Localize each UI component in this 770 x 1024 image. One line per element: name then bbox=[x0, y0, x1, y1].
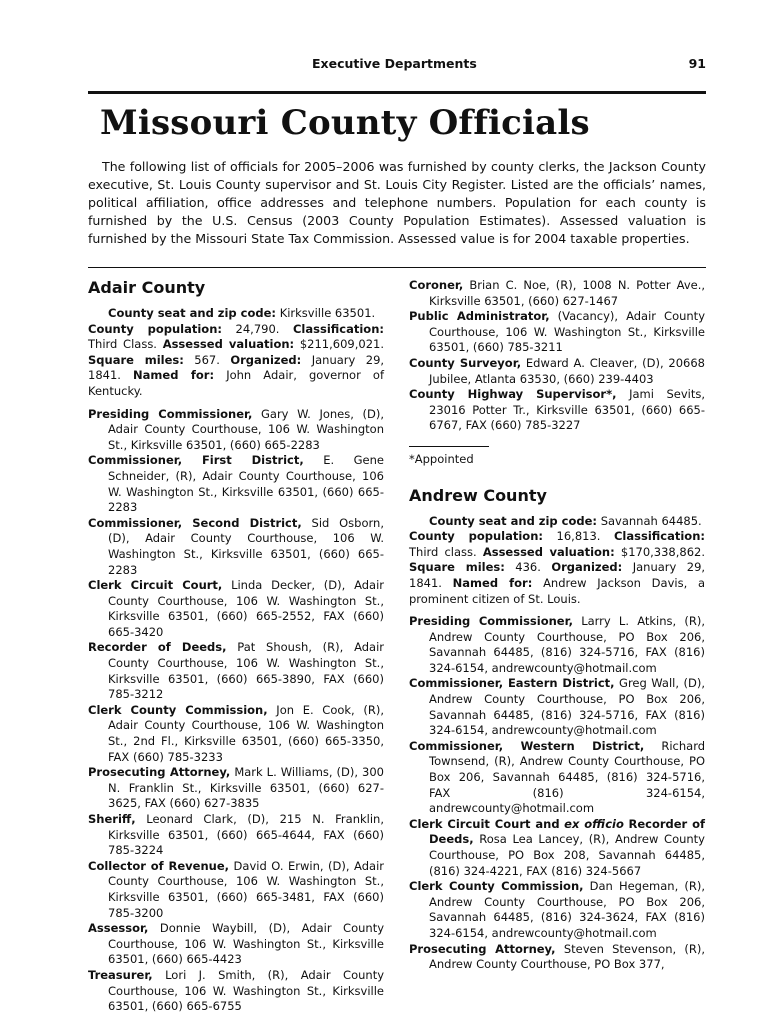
intro-text: The following list of officials for 2005–2006 was furnished by county clerks, the Jackson County executive, St. Louis County supervisor and St. Louis City Register. Listed are the officials’ names, political affiliation, office addresses and telephone numbers. Population for each county is furnished by the U.S. Census (2003 County Population Estimates). Assessed valuation is furnished by the Missouri State Tax Commission. Assessed value is for 2004 taxable properties. bbox=[88, 159, 706, 247]
label-seat: County seat and zip code: bbox=[429, 513, 598, 528]
label-seat: County seat and zip code: bbox=[108, 306, 277, 320]
official-entry: Presiding Commissioner, Larry L. Atkins, (R), Andrew County Courthouse, PO Box 206, Savannah 64485, (816) 324-5716, FAX (816) 324-6154, andrewcounty@hotmail.com bbox=[409, 614, 705, 675]
official-entry: Presiding Commissioner, Gary W. Jones, (D), Adair County Courthouse, 106 W. Washington St., Kirksville 63501, (660) 665-2283 bbox=[88, 406, 384, 452]
label-sq-miles: Square miles: bbox=[88, 352, 184, 367]
official-entry: Clerk Circuit Court, Linda Decker, (D), Adair County Courthouse, 106 W. Washington St., Kirksville 63501, (660) 665-2552, FAX (660) 665-3420 bbox=[88, 578, 384, 639]
right-column bbox=[409, 278, 705, 973]
officials-list-adair bbox=[88, 407, 384, 1015]
label-named-for: Named for: bbox=[133, 368, 215, 383]
value-seat: Kirksville 63501. bbox=[279, 306, 376, 320]
officials-list-andrew bbox=[409, 614, 705, 973]
official-entry: Commissioner, Western District, Richard Townsend, (R), Andrew County Courthouse, PO Box 206, Savannah 64485, (816) 324-5716, FAX (816) 324-6154, andrewcounty@hotmail.com bbox=[409, 738, 706, 816]
label-named-for: Named for: bbox=[452, 575, 533, 590]
official-entry: Assessor, Donnie Waybill, (D), Adair County Courthouse, 106 W. Washington St., Kirksville 63501, (660) 665-4423 bbox=[88, 921, 385, 967]
official-entry: Collector of Revenue, David O. Erwin, (D), Adair County Courthouse, 106 W. Washington St., Kirksville 63501, (660) 665-3481, FAX (660) 785-3200 bbox=[88, 858, 384, 920]
value-named-for: Andrew Jackson Davis, a prominent citizen of St. Louis. bbox=[409, 575, 706, 606]
value-organized: January 29, 1841. bbox=[409, 560, 706, 590]
county-facts-andrew bbox=[409, 514, 705, 608]
label-organized: Organized: bbox=[230, 352, 302, 367]
label-classification: Classification: bbox=[292, 321, 384, 336]
value-sq-miles: 436. bbox=[515, 560, 541, 575]
value-population: 16,813. bbox=[556, 529, 601, 544]
official-entry: Coroner, Brian C. Noe, (R), 1008 N. Potter Ave., Kirksville 63501, (660) 627-1467 bbox=[409, 278, 706, 308]
official-entry: County Highway Supervisor*, Jami Sevits, 23016 Potter Tr., Kirksville 63501, (660) 665-6767, FAX (660) 785-3227 bbox=[409, 387, 706, 433]
county-heading-adair: Adair County bbox=[88, 278, 206, 297]
value-classification: Third Class. bbox=[88, 337, 157, 352]
value-valuation: $170,338,862. bbox=[620, 544, 706, 559]
label-classification: Classification: bbox=[613, 529, 705, 544]
official-entry: Clerk County Commission, Jon E. Cook, (R), Adair County Courthouse, 106 W. Washington St., 2nd Fl., Kirksville 63501, (660) 665-3350, FAX (660) 785-3233 bbox=[88, 702, 385, 764]
label-organized: Organized: bbox=[551, 560, 623, 575]
official-entry: County Surveyor, Edward A. Cleaver, (D), 20668 Jubilee, Atlanta 63530, (660) 239-4403 bbox=[409, 355, 706, 386]
intro-paragraph bbox=[88, 158, 706, 248]
value-seat: Savannah 64485. bbox=[600, 513, 702, 528]
value-population: 24,790. bbox=[235, 321, 280, 336]
official-entry: Commissioner, Second District, Sid Osborn, (D), Adair County Courthouse, 106 W. Washington St., Kirksville 63501, (660) 665-2283 bbox=[88, 515, 384, 577]
county-facts-adair bbox=[88, 306, 384, 400]
value-valuation: $211,609,021. bbox=[299, 337, 384, 352]
title-rule bbox=[88, 91, 706, 94]
officials-list-adair-continued bbox=[409, 278, 705, 434]
label-valuation: Assessed valuation: bbox=[482, 544, 615, 559]
official-entry: Prosecuting Attorney, Mark L. Williams, (D), 300 N. Franklin St., Kirksville 63501, (660) 627-3625, FAX (660) 627-3835 bbox=[88, 765, 384, 811]
label-population: County population: bbox=[88, 321, 222, 336]
running-header bbox=[88, 56, 706, 74]
official-entry: Commissioner, First District, E. Gene Schneider, (R), Adair County Courthouse, 106 W. Washington St., Kirksville 63501, (660) 665-2283 bbox=[88, 453, 384, 515]
official-entry: Sheriff, Leonard Clark, (D), 215 N. Franklin, Kirksville 63501, (660) 665-4644, FAX (660) 785-3224 bbox=[88, 812, 384, 858]
official-entry: Treasurer, Lori J. Smith, (R), Adair County Courthouse, 106 W. Washington St., Kirksville 63501, (660) 665-6755 bbox=[88, 967, 385, 1014]
footnote-rule bbox=[409, 446, 489, 447]
official-entry: Public Administrator, (Vacancy), Adair County Courthouse, 106 W. Washington St., Kirksville 63501, (660) 785-3211 bbox=[409, 309, 705, 355]
value-sq-miles: 567. bbox=[194, 352, 220, 367]
page-title: Missouri County Officials bbox=[100, 103, 590, 143]
official-entry: Prosecuting Attorney, Steven Stevenson, (R), Andrew County Courthouse, PO Box 377, bbox=[409, 941, 706, 972]
value-organized: January 29, 1841. bbox=[88, 352, 385, 383]
section-rule bbox=[88, 267, 706, 268]
official-entry: Recorder of Deeds, Pat Shoush, (R), Adair County Courthouse, 106 W. Washington St., Kirksville 63501, (660) 665-3890, FAX (660) 785-3212 bbox=[88, 640, 384, 702]
left-column bbox=[88, 278, 384, 1015]
label-sq-miles: Square miles: bbox=[409, 560, 505, 575]
label-valuation: Assessed valuation: bbox=[162, 337, 295, 352]
header-department: Executive Departments bbox=[312, 56, 477, 71]
footnote: *Appointed bbox=[409, 451, 474, 466]
county-heading-andrew: Andrew County bbox=[409, 485, 547, 505]
value-named-for: John Adair, governor of Kentucky. bbox=[88, 368, 384, 398]
label-population: County population: bbox=[409, 529, 543, 544]
official-entry: Commissioner, Eastern District, Greg Wall, (D), Andrew County Courthouse, PO Box 206, Savannah 64485, (816) 324-5716, FAX (816) 324-6154, andrewcounty@hotmail.com bbox=[409, 676, 706, 738]
official-entry: Clerk County Commission, Dan Hegeman, (R), Andrew County Courthouse, PO Box 206, Savannah 64485, (816) 324-3624, FAX (816) 324-6154, andrewcounty@hotmail.com bbox=[409, 879, 705, 940]
official-entry: Clerk Circuit Court and ex officio Recorder of Deeds, Rosa Lea Lancey, (R), Andrew County Courthouse, PO Box 208, Savannah 64485, (816) 324-4221, FAX (816) 324-5667 bbox=[409, 816, 706, 878]
page-number: 91 bbox=[688, 56, 706, 71]
value-classification: Third class. bbox=[409, 544, 477, 559]
